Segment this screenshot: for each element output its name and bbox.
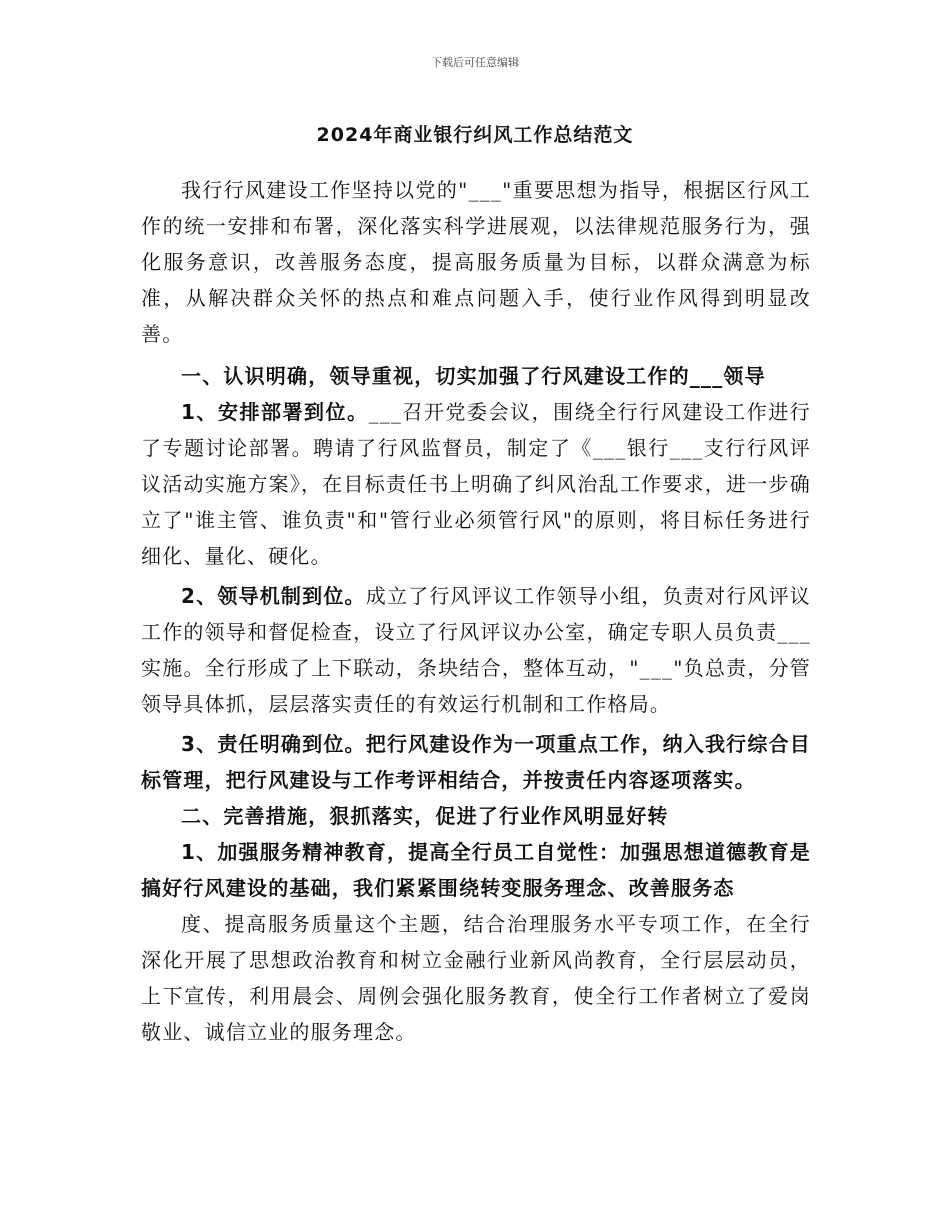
section-heading-1: 一、认识明确，领导重视，切实加强了行风建设工作的___领导 — [181, 364, 766, 388]
item-1-paragraph — [141, 394, 811, 574]
item-2-lead: 2、领导机制到位。 — [181, 584, 366, 608]
item-1-text: ___召开党委会议，围绕全行行风建设工作进行了专题讨论部署。聘请了行风监督员，制定了《___银行___支行行风评议活动实施方案》，在目标责任书上明确了纠风治乱工作要求，进一步确立了"谁主管、谁负责"和"管行业必须管行风"的原则，将目标任务进行细化、量化、硬化。 — [141, 400, 812, 568]
item-2-text: 成立了行风评议工作领导小组，负责对行风评议工作的领导和督促检查，设立了行风评议办公室，确定专职人员负责___实施。全行形成了上下联动，条块结合，整体互动，"___"负总责，分管领导具体抓，层层落实责任的有效运行机制和工作格局。 — [141, 584, 812, 716]
continuation-paragraph: 度、提高服务质量这个主题，结合治理服务水平专项工作，在全行深化开展了思想政治教育和树立金融行业新风尚教育，全行层层动员，上下宣传，利用晨会、周例会强化服务教育，使全行工作者树立了爱岗敬业、诚信立业的服务理念。 — [141, 912, 811, 1044]
section-heading-2: 二、完善措施，狠抓落实，促进了行业作风明显好转 — [181, 804, 669, 828]
document-body — [141, 172, 811, 1050]
intro-paragraph: 我行行风建设工作坚持以党的"___"重要思想为指导，根据区行风工作的统一安排和布署，深化落实科学进展观，以法律规范服务行为，强化服务意识，改善服务态度，提高服务质量为目标，以群众满意为标准，从解决群众关怀的热点和难点问题入手，使行业作风得到明显改善。 — [141, 178, 811, 346]
item-3-paragraph: 3、责任明确到位。把行风建设作为一项重点工作，纳入我行综合目标管理，把行风建设与工作考评相结合，并按责任内容逐项落实。 — [141, 732, 811, 792]
document-title: 2024年商业银行纠风工作总结范文 — [316, 124, 634, 146]
header-note: 下载后可任意编辑 — [431, 56, 519, 69]
item-1-lead: 1、安排部署到位。 — [181, 400, 369, 424]
item-4-paragraph: 1、加强服务精神教育，提高全行员工自觉性：加强思想道德教育是搞好行风建设的基础，我们紧紧围绕转变服务理念、改善服务态 — [141, 840, 811, 900]
item-2-paragraph — [141, 578, 811, 722]
